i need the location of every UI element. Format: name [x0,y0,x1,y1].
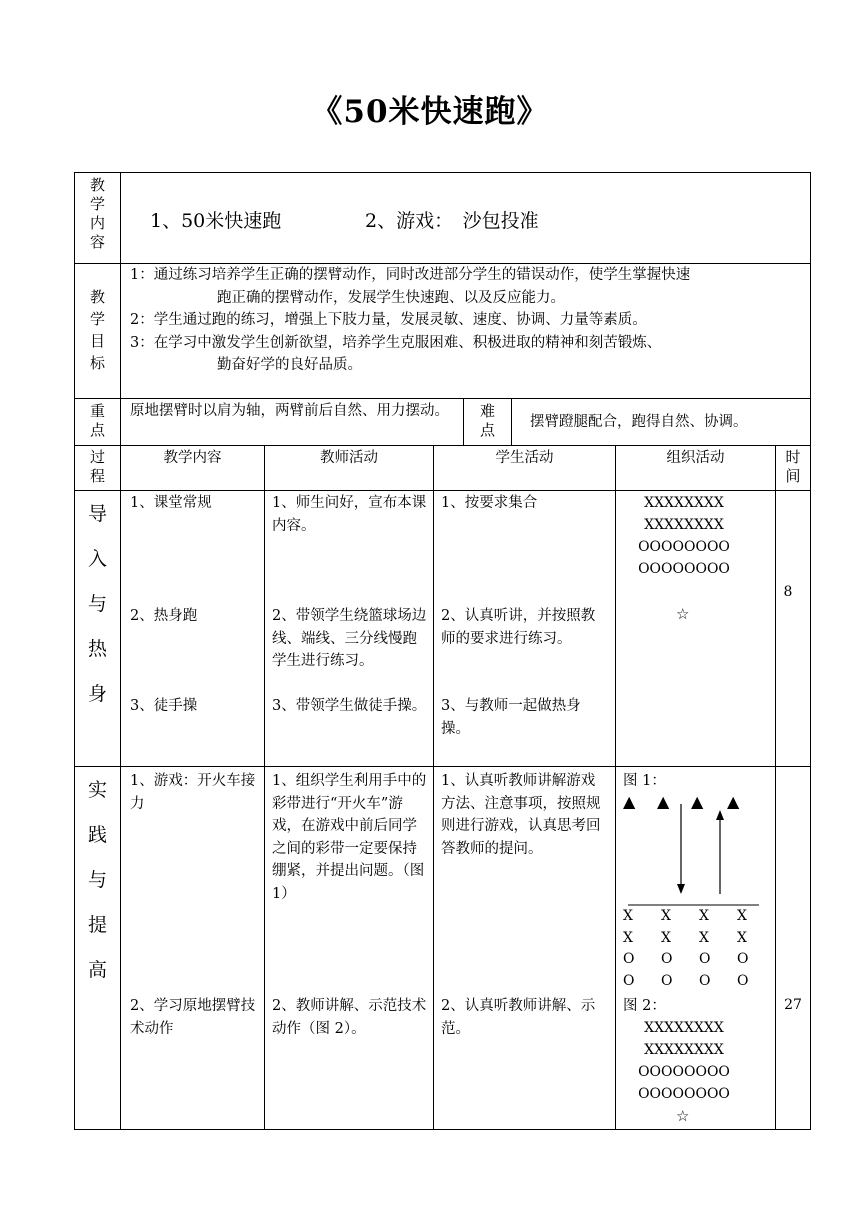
label-char: 导 [87,503,107,525]
s1-formation [616,492,752,580]
grid-row [623,906,775,928]
header-student: 学生活动 [495,450,554,466]
fig2-label: 图 2： [623,998,666,1014]
down-arrow-head [677,884,685,894]
formation-row: OOOOOOOO [638,561,730,577]
label-char: 教 [89,288,105,306]
grid-cell: O [661,972,673,989]
header-process [75,448,120,486]
triangle-icon: ▲ [727,792,740,811]
label-char: 间 [785,467,801,485]
label-char: 实 [87,779,107,801]
section2-label [75,768,120,993]
grid-cell: X [699,929,709,946]
label-char: 容 [89,233,105,251]
formation-row: XXXXXXXX [644,495,724,511]
goal-1-line-2: 跑正确的摆臂动作，发展学生快速跑、以及反应能力。 [217,289,565,306]
fig1-grid [623,906,775,992]
content-row-label [75,176,120,252]
section1-label [75,492,120,717]
label-char: 点 [479,421,495,439]
s2-student-2: 2、认真听教师讲解、示范。 [441,998,596,1037]
s2-student-1: 1、认真听教师讲解游戏方法、注意事项，按照规则进行游戏，认真思考回答教师的提问。 [441,773,601,857]
formation-row: OOOOOOOO [638,539,730,555]
grid-cell: X [623,908,633,924]
content-item-1: 1、50米快速跑 [150,210,282,232]
s1-teacher-3: 3、带领学生做徒手操。 [272,698,427,714]
s1-teacher-1: 1、师生问好，宣布本课内容。 [272,495,427,534]
grid-cell: O [661,951,673,967]
goal-1-line-1: 1：通过练习培养学生正确的摆臂动作，同时改进部分学生的错误动作，使学生掌握快速 [130,267,691,283]
label-char: 程 [89,467,105,485]
grid-cell: X [737,908,747,924]
grid-cell: X [623,929,633,946]
label-char: 点 [89,421,105,439]
formation-row: XXXXXXXX [644,1020,724,1036]
triangle-icon: ▲ [623,792,636,811]
triangle-icon: ▲ [657,792,670,811]
grid-cell: O [737,951,749,967]
up-arrow-head [716,810,724,820]
formation-row: XXXXXXXX [644,517,724,533]
grid-cell: X [661,908,671,924]
label-char: 高 [87,959,107,981]
s2-time: 27 [784,997,802,1013]
s2-content-1: 1、游戏：开火车接力 [130,773,256,812]
s1-student-1: 1、按要求集合 [441,495,538,511]
teacher-star-icon: ☆ [676,1107,690,1125]
s2-teacher-1: 1、组织学生利用手中的彩带进行“开火车”游戏，在游戏中前后同学之间的彩带一定要保持绷紧，并提出问题。（图 1） [272,773,427,902]
label-char: 目 [89,332,105,350]
s1-content-2: 2、热身跑 [130,608,198,624]
grid-cell: O [623,951,635,967]
label-char: 过 [89,448,105,466]
label-char: 入 [87,548,107,570]
label-char: 内 [89,214,105,232]
formation-row: XXXXXXXX [644,1042,724,1058]
fig2-formation [616,1017,752,1105]
difficulty-label [464,402,511,440]
grid-row [623,971,775,993]
fig1-label: 图 1： [623,773,666,789]
goals-text [130,264,810,377]
header-content: 教学内容 [163,450,222,466]
label-char: 难 [479,402,495,420]
header-organization: 组织活动 [666,450,725,466]
label-char: 学 [89,310,105,328]
goal-2: 2：学生通过跑的练习，增强上下肢力量，发展灵敏、速度、协调、力量等素质。 [130,312,647,328]
s1-content-3: 3、徒手操 [130,698,198,714]
content-item-2: 2、游戏： 沙包投准 [365,210,539,232]
grid-cell: X [699,908,709,924]
grid-cell: O [699,951,711,967]
key-point-text: 原地摆臂时以肩为轴，两臂前后自然、用力摆动。 [130,403,449,419]
s1-teacher-2: 2、带领学生绕篮球场边线、端线、三分线慢跑学生进行练习。 [272,608,427,669]
label-char: 学 [89,195,105,213]
label-char: 标 [89,354,105,372]
header-time [776,448,810,486]
label-char: 教 [89,176,105,194]
goal-3-line-1: 3：在学习中激发学生创新欲望，培养学生克服困难、积极进取的精神和刻苦锻炼、 [130,334,662,351]
s1-content-1: 1、课堂常规 [130,495,212,511]
label-char: 热 [87,638,107,660]
header-teacher: 教师活动 [320,450,378,466]
label-char: 提 [87,914,107,936]
s1-student-3: 3、与教师一起做热身操。 [441,698,581,737]
grid-cell: O [737,972,749,989]
goals-row-label [75,286,120,374]
teacher-star-icon: ☆ [676,605,690,623]
grid-cell: O [699,972,711,989]
s2-teacher-2: 2、教师讲解、示范技术动作（图 2）。 [272,998,427,1037]
grid-row [623,928,775,950]
grid-cell: X [661,929,671,946]
grid-cell: O [623,972,635,989]
page-title: 《50米快速跑》 [311,94,549,130]
triangle-icon: ▲ [691,792,704,811]
key-point-label [75,402,120,440]
goal-3-line-2: 勤奋好学的良好品质。 [217,357,362,373]
s1-student-2: 2、认真听讲，并按照教师的要求进行练习。 [441,608,596,647]
label-char: 践 [87,824,107,846]
s2-content-2: 2、学习原地摆臂技术动作 [130,998,256,1037]
grid-cell: X [737,929,747,946]
label-char: 与 [87,593,107,615]
label-char: 身 [87,683,107,705]
fig1-arrows [616,790,775,910]
label-char: 与 [87,869,107,891]
formation-row: OOOOOOOO [638,1086,730,1102]
formation-row: OOOOOOOO [638,1064,730,1080]
label-char: 重 [89,402,105,420]
s1-time: 8 [783,584,793,600]
grid-row [623,949,775,971]
label-char: 时 [785,448,801,466]
difficulty-text: 摆臂蹬腿配合，跑得自然、协调。 [530,414,748,430]
